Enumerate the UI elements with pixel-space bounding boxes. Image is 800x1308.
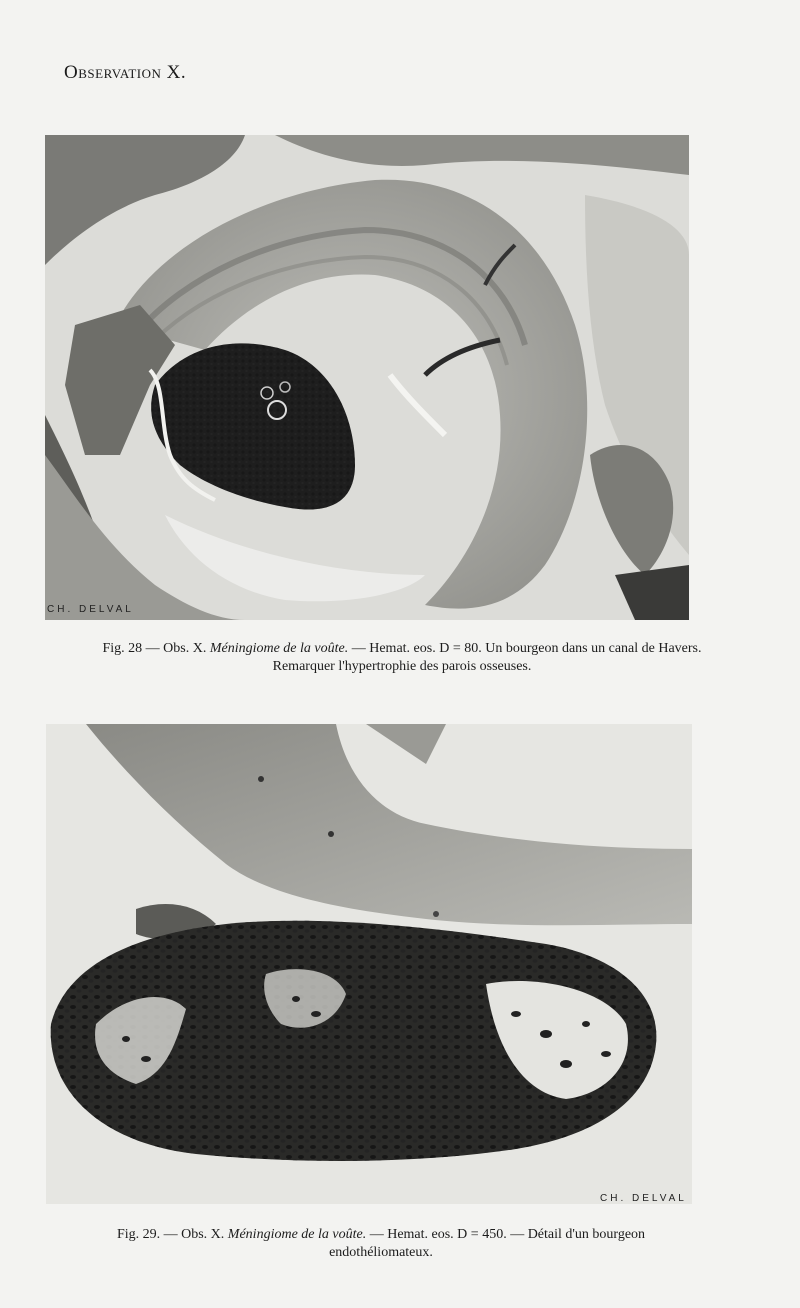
caption-details: — Hemat. eos. D = 450. — Détail d'un bourgeon <box>369 1227 646 1242</box>
micrograph-fig-28 <box>45 135 689 620</box>
caption-title: Méningiome de la voûte. <box>227 1227 367 1242</box>
page-heading: Observation X. <box>64 62 187 83</box>
caption-separator: — <box>145 641 160 656</box>
caption-line-2: Remarquer l'hypertrophie des parois osseuses. <box>272 659 532 674</box>
caption-line-2: endothéliomateux. <box>329 1245 433 1260</box>
caption-obs: Obs. X. <box>181 1227 225 1242</box>
caption-obs: Obs. X. <box>163 641 207 656</box>
photo-credit-fig-29: CH. DELVAL <box>600 1193 687 1204</box>
caption-separator: — <box>163 1227 178 1242</box>
figure-label: Fig. 28 <box>102 641 143 656</box>
caption-fig-28 <box>52 640 752 676</box>
micrograph-fig-29 <box>46 724 692 1204</box>
figure-label: Fig. 29. <box>116 1227 161 1242</box>
photo-credit-fig-28: CH. DELVAL <box>47 604 134 615</box>
caption-details: — Hemat. eos. D = 80. Un bourgeon dans un canal de Havers. <box>351 641 702 656</box>
caption-fig-29 <box>56 1226 706 1262</box>
caption-title: Méningiome de la voûte. <box>209 641 349 656</box>
